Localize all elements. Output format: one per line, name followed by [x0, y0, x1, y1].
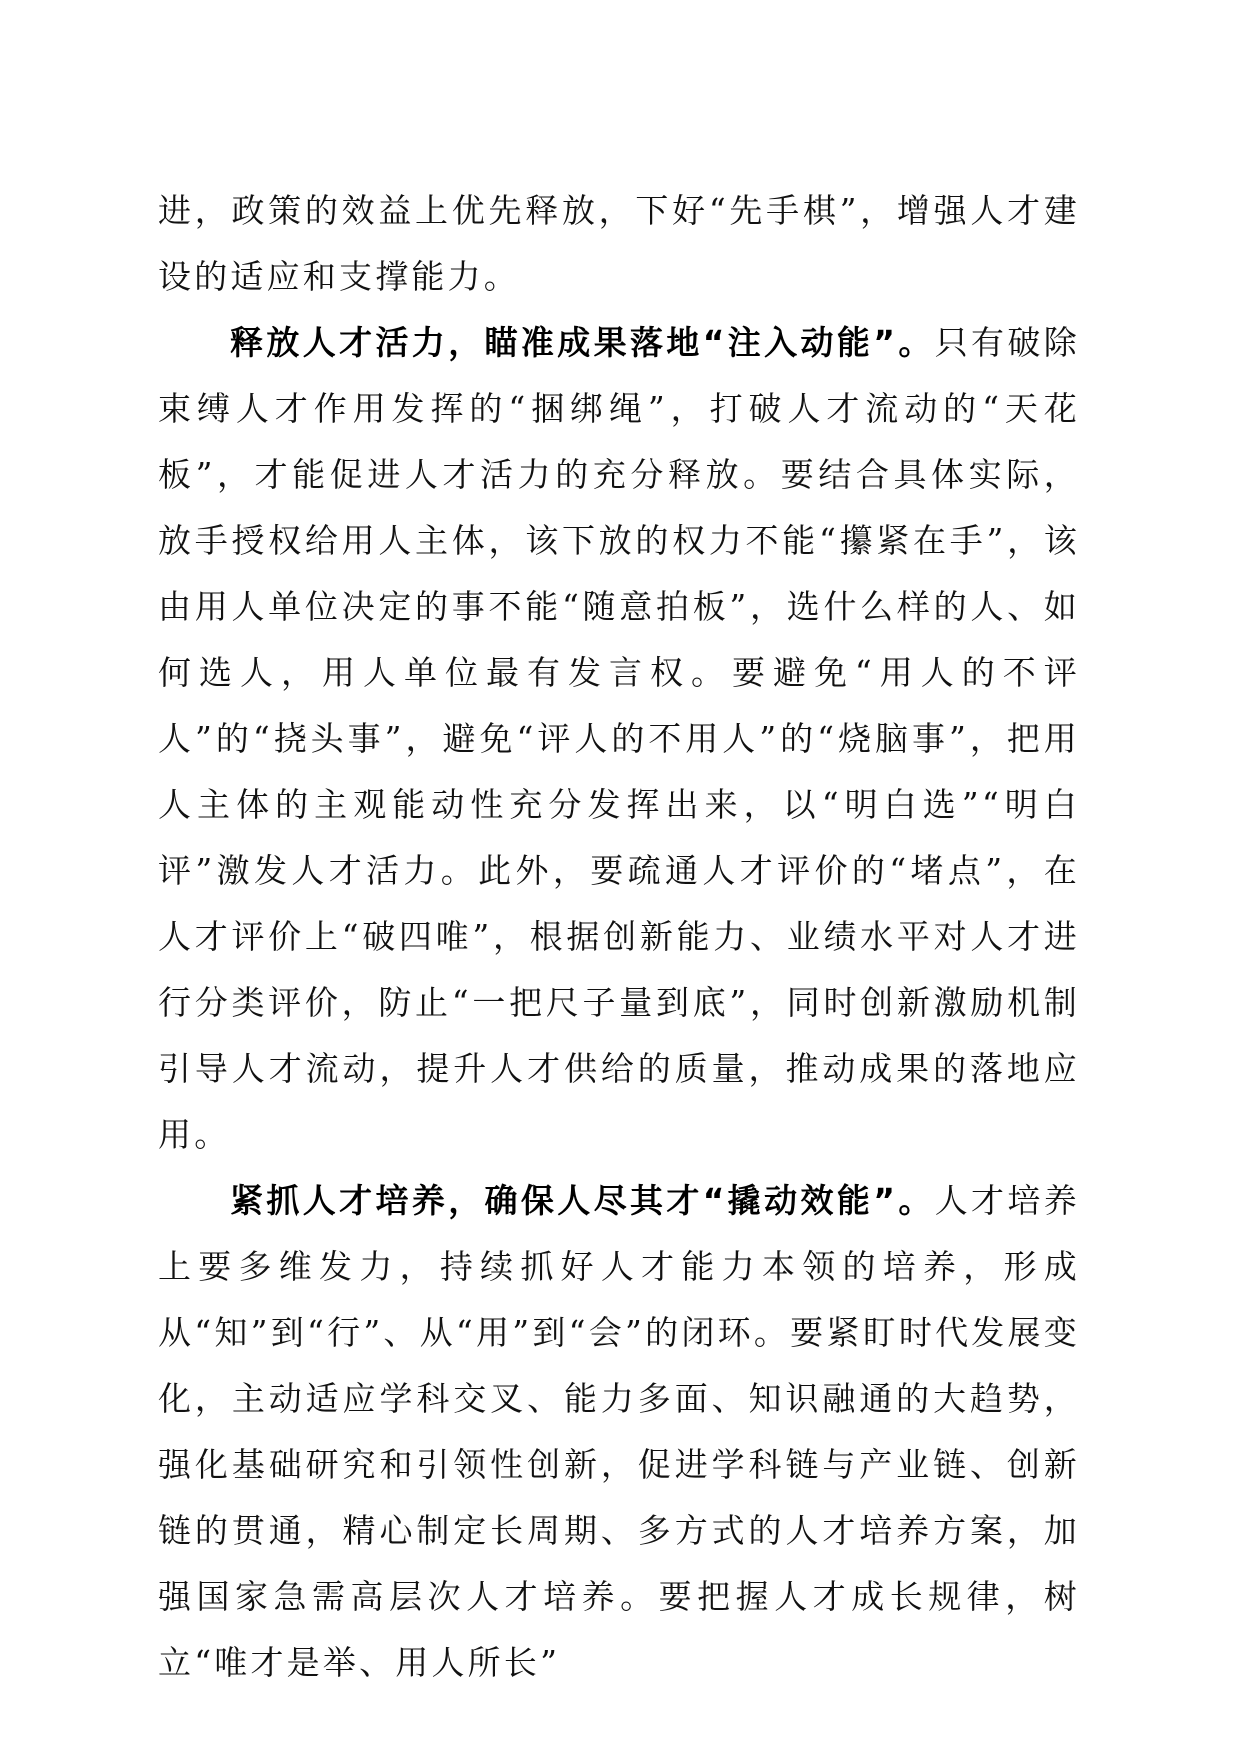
- paragraph-text: 人才培养上要多维发力，持续抓好人才能力本领的培养，形成从“知”到“行”、从“用”到“会”的闭环。要紧盯时代发展变化，主动适应学科交叉、能力多面、知识融通的大趋势，强化基础研究和引领性创新，促进学科链与产业链、创新链的贯通，精心制定长周期、多方式的人才培养方案，加强国家急需高层次人才培养。要把握人才成长规律，树立“唯才是举、用人所长”: [158, 1181, 1080, 1682]
- paragraph-talent-training: [158, 1168, 1080, 1696]
- paragraph-heading: 紧抓人才培养，确保人尽其才“撬动效能”。: [230, 1181, 935, 1220]
- paragraph-talent-vitality: [158, 310, 1080, 1168]
- paragraph-text: 进，政策的效益上优先释放，下好“先手棋”，增强人才建设的适应和支撑能力。: [158, 191, 1080, 296]
- document-body: [158, 178, 1080, 1696]
- paragraph-continuation: [158, 178, 1080, 310]
- paragraph-text: 只有破除束缚人才作用发挥的“捆绑绳”，打破人才流动的“天花板”，才能促进人才活力的充分释放。要结合具体实际，放手授权给用人主体，该下放的权力不能“攥紧在手”，该由用人单位决定的事不能“随意拍板”，选什么样的人、如何选人，用人单位最有发言权。要避免“用人的不评人”的“挠头事”，避免“评人的不用人”的“烧脑事”，把用人主体的主观能动性充分发挥出来，以“明白选”“明白评”激发人才活力。此外，要疏通人才评价的“堵点”，在人才评价上“破四唯”，根据创新能力、业绩水平对人才进行分类评价，防止“一把尺子量到底”，同时创新激励机制引导人才流动，提升人才供给的质量，推动成果的落地应用。: [158, 323, 1080, 1154]
- paragraph-heading: 释放人才活力，瞄准成果落地“注入动能”。: [230, 323, 935, 362]
